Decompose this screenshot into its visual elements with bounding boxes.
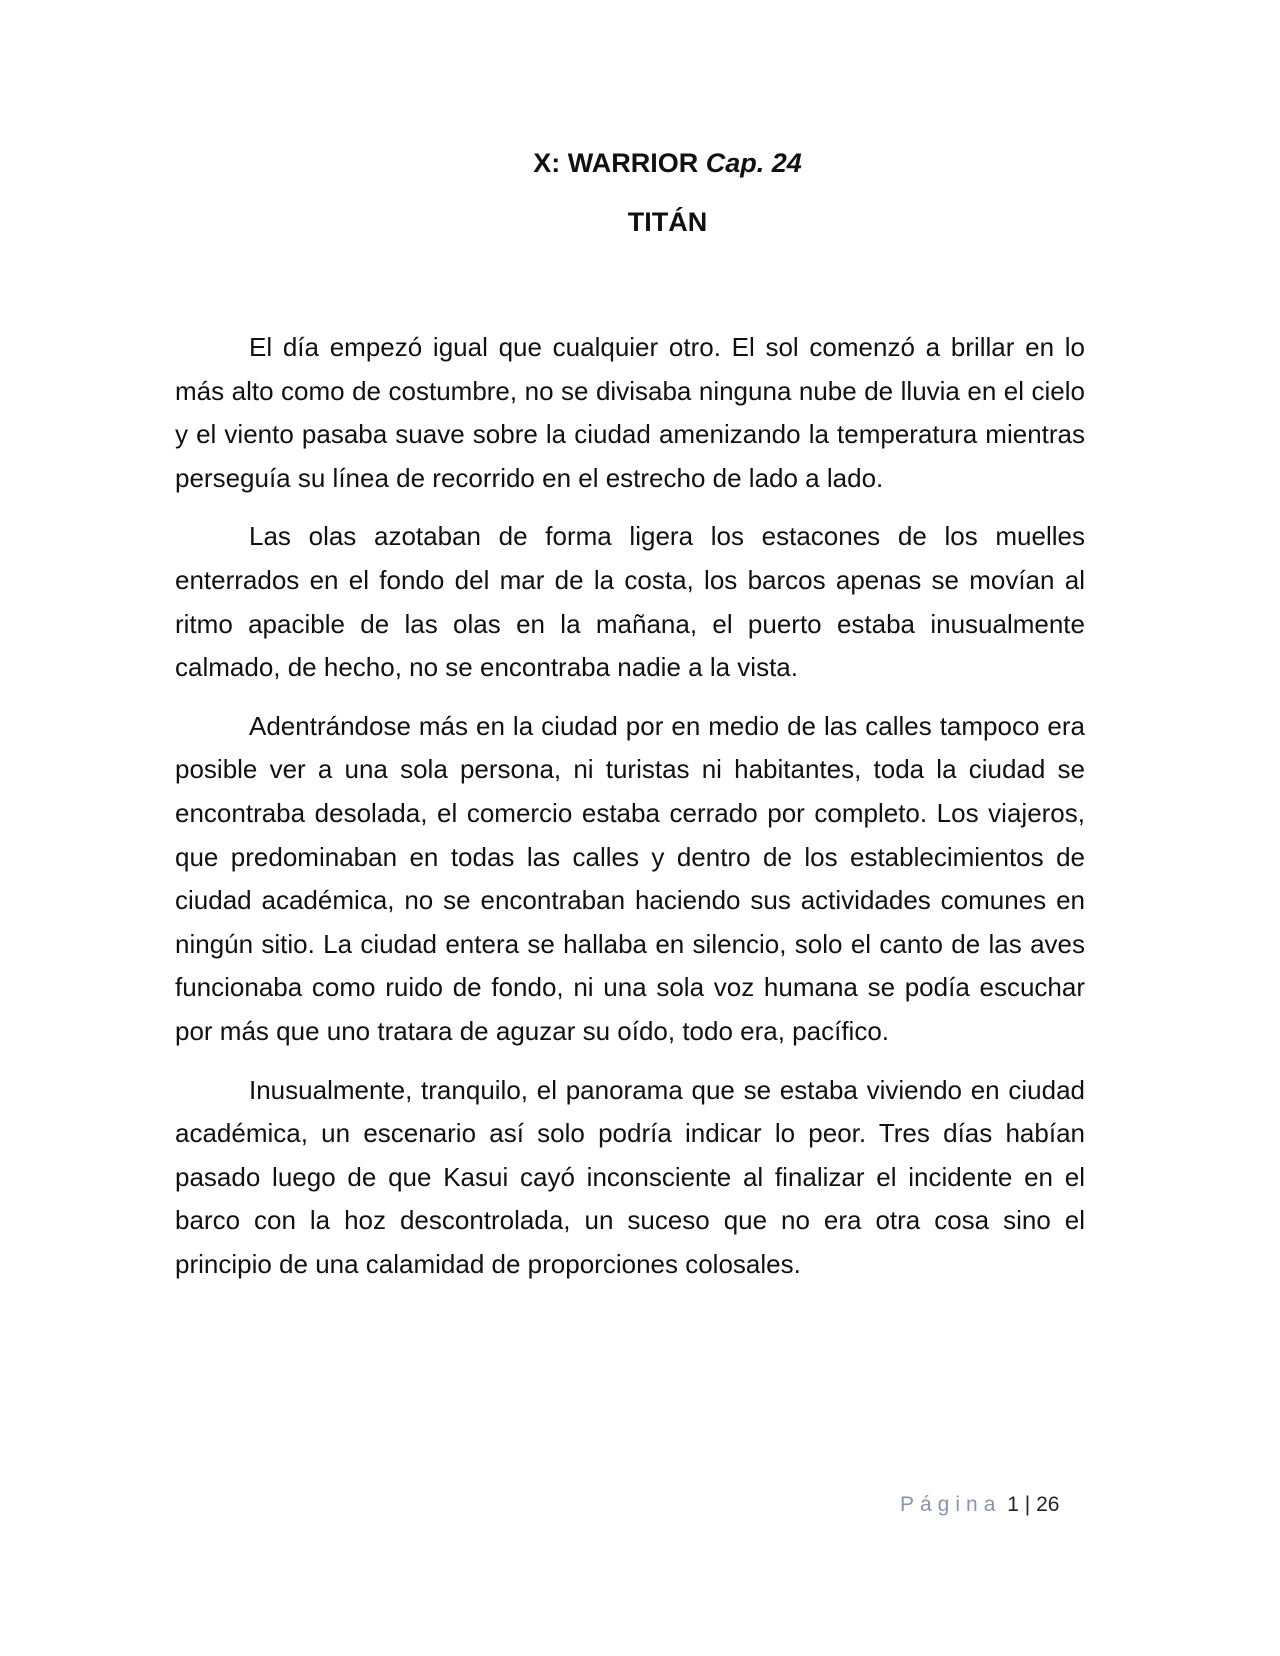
book-title: X: WARRIOR bbox=[533, 148, 699, 178]
chapter-subtitle: TITÁN bbox=[627, 207, 708, 237]
page-label: Página bbox=[900, 1493, 1002, 1516]
chapter-number: Cap. 24 bbox=[705, 148, 802, 178]
paragraph: Las olas azotaban de forma ligera los estacones de los muelles enterrados en el fondo del mar de la costa, los barcos apenas se movían al ritmo apacible de las olas en la mañana, el puerto estaba inusualmente calmado, de hecho, no se encontraba nadie a la vista. bbox=[175, 521, 1085, 683]
page-number: 1 bbox=[1007, 1493, 1019, 1516]
page-separator: | bbox=[1024, 1493, 1031, 1516]
page-total: 26 bbox=[1036, 1493, 1060, 1516]
page-footer bbox=[900, 1493, 1059, 1517]
paragraph: Inusualmente, tranquilo, el panorama que se estaba viviendo en ciudad académica, un escenario así solo podría indicar lo peor. Tres días habían pasado luego de que Kasui cayó inconsciente al finalizar el incidente en el barco con la hoz descontrolada, un suceso que no era otra cosa sino el principio de una calamidad de proporciones colosales. bbox=[175, 1074, 1085, 1279]
paragraph: Adentrándose más en la ciudad por en medio de las calles tampoco era posible ver a una sola persona, ni turistas ni habitantes, toda la ciudad se encontraba desolada, el comercio estaba cerrado por completo. Los viajeros, que predominaban en todas las calles y dentro de los establecimientos de ciudad académica, no se encontraban haciendo sus actividades comunes en ningún sitio. La ciudad entera se hallaba en silencio, solo el canto de las aves funcionaba como ruido de fondo, ni una sola voz humana se podía escuchar por más que uno tratara de aguzar su oído, todo era, pacífico. bbox=[175, 710, 1085, 1046]
paragraph: El día empezó igual que cualquier otro. El sol comenzó a brillar en lo más alto como de costumbre, no se divisaba ninguna nube de lluvia en el cielo y el viento pasaba suave sobre la ciudad amenizando la temperatura mientras perseguía su línea de recorrido en el estrecho de lado a lado. bbox=[175, 332, 1085, 493]
chapter-title bbox=[0, 148, 1280, 179]
document-body bbox=[175, 326, 1085, 1301]
